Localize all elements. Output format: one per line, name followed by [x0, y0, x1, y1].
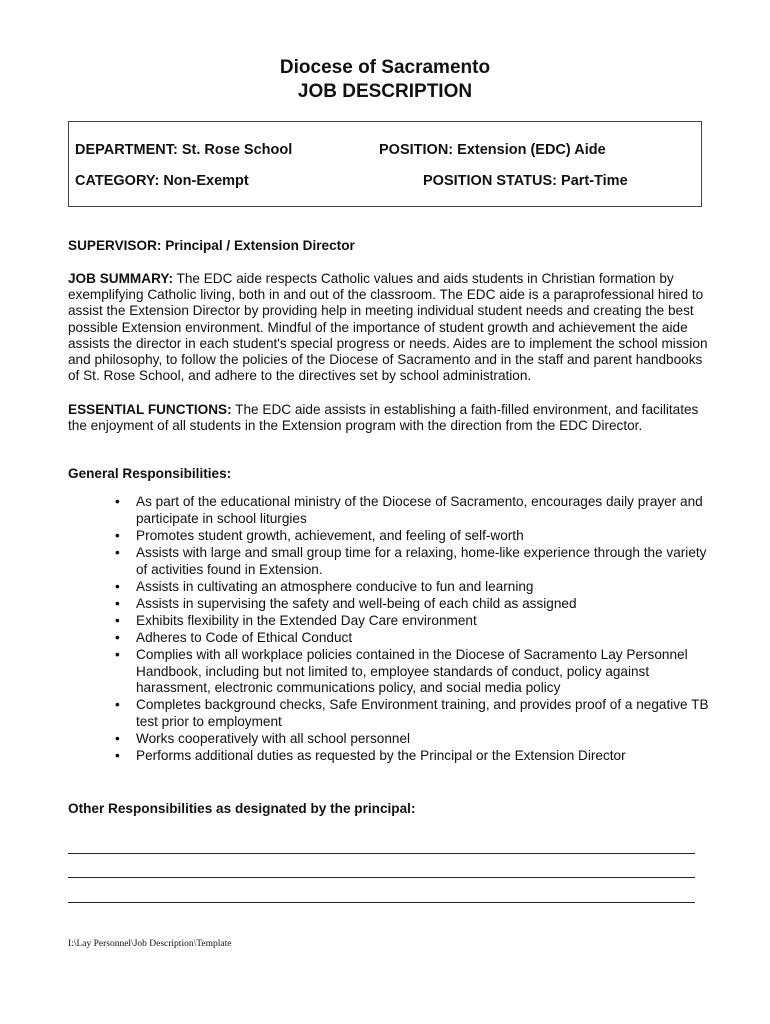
- doc-type: JOB DESCRIPTION: [297, 81, 473, 102]
- essential-functions-label: ESSENTIAL FUNCTIONS:: [68, 402, 232, 417]
- responsibility-item: [0, 596, 711, 613]
- bullet-icon: •: [115, 748, 120, 764]
- responsibility-item: [0, 545, 711, 579]
- job-summary-label: JOB SUMMARY:: [68, 271, 173, 286]
- responsibility-text: Promotes student growth, achievement, and feeling of self-worth: [136, 527, 524, 543]
- responsibility-item: [0, 494, 711, 528]
- general-responsibilities-heading: General Responsibilities:: [68, 466, 232, 481]
- bullet-icon: •: [115, 595, 120, 611]
- bullet-icon: •: [115, 544, 120, 560]
- bullet-icon: •: [115, 612, 120, 628]
- responsibility-text: Exhibits flexibility in the Extended Day Care environment: [136, 612, 477, 628]
- department-field: DEPARTMENT: St. Rose School: [75, 142, 293, 158]
- responsibility-item: [0, 613, 711, 630]
- responsibility-item: [0, 528, 711, 545]
- responsibility-item: [0, 697, 711, 731]
- responsibility-text: Completes background checks, Safe Environment training, and provides proof of a negative TB test prior to employment: [136, 697, 709, 730]
- position-field: POSITION: Extension (EDC) Aide: [379, 142, 606, 158]
- essential-functions-text: The EDC aide assists in establishing a faith-filled environment, and facilitates the enjoyment of all students in the Extension program with the direction from the EDC Director.: [68, 402, 699, 434]
- job-summary: [68, 271, 708, 384]
- responsibility-text: As part of the educational ministry of the Diocese of Sacramento, encourages daily prayer and participate in school liturgies: [136, 494, 703, 526]
- general-responsibilities-list: [0, 494, 770, 765]
- bullet-icon: •: [115, 527, 120, 543]
- bullet-icon: •: [115, 578, 120, 594]
- responsibility-text: Assists in cultivating an atmosphere conducive to fun and learning: [136, 578, 534, 594]
- responsibility-text: Assists with large and small group time for a relaxing, home-like experience through the variety of activities found in Extension.: [136, 544, 707, 577]
- blank-response-line: [68, 853, 695, 854]
- responsibility-text: Works cooperatively with all school personnel: [136, 731, 411, 747]
- bullet-icon: •: [115, 494, 120, 509]
- category-field: CATEGORY: Non-Exempt: [75, 173, 249, 189]
- responsibility-item: [0, 579, 711, 596]
- blank-response-line: [68, 877, 695, 878]
- responsibility-text: Assists in supervising the safety and well-being of each child as assigned: [136, 595, 577, 611]
- bullet-icon: •: [115, 731, 120, 747]
- responsibility-item: [0, 647, 711, 698]
- supervisor-line: SUPERVISOR: Principal / Extension Director: [68, 238, 355, 253]
- essential-functions: [68, 402, 708, 434]
- responsibility-text: Adheres to Code of Ethical Conduct: [136, 629, 353, 645]
- responsibility-item: [0, 748, 711, 765]
- other-responsibilities-heading: Other Responsibilities as designated by the principal:: [68, 801, 416, 816]
- bullet-icon: •: [115, 646, 120, 662]
- org-name: Diocese of Sacramento: [279, 57, 491, 78]
- job-summary-text: The EDC aide respects Catholic values and aids students in Christian formation by exemplifying Catholic living, both in and out of the classroom. The EDC aide is a paraprofessional hired to assist the Extension Director by providing help in meeting individual student needs and creating the best possible Extension environment. Mindful of the importance of student growth and achievement the aide assists the director in each student's special progress or needs. Aides are to implement the school mission and philosophy, to follow the policies of the Diocese of Sacramento and in the staff and parent handbooks of St. Rose School, and adhere to the directives set by school administration.: [68, 271, 708, 384]
- responsibility-text: Complies with all workplace policies contained in the Diocese of Sacramento Lay Personnel Handbook, including but not limited to, employee standards of conduct, policy against harassment, electronic communications policy, and social media policy: [136, 646, 688, 696]
- responsibility-item: [0, 630, 711, 647]
- blank-response-line: [68, 902, 695, 903]
- bullet-icon: •: [115, 629, 120, 645]
- responsibility-text: Performs additional duties as requested by the Principal or the Extension Director: [136, 748, 626, 764]
- responsibility-item: [0, 731, 711, 748]
- document-title: [0, 56, 770, 104]
- position-status-field: POSITION STATUS: Part-Time: [423, 173, 628, 189]
- position-info-box: [68, 121, 702, 207]
- bullet-icon: •: [115, 697, 120, 713]
- footer-path: I:\Lay Personnel\Job Description\Template: [68, 939, 232, 949]
